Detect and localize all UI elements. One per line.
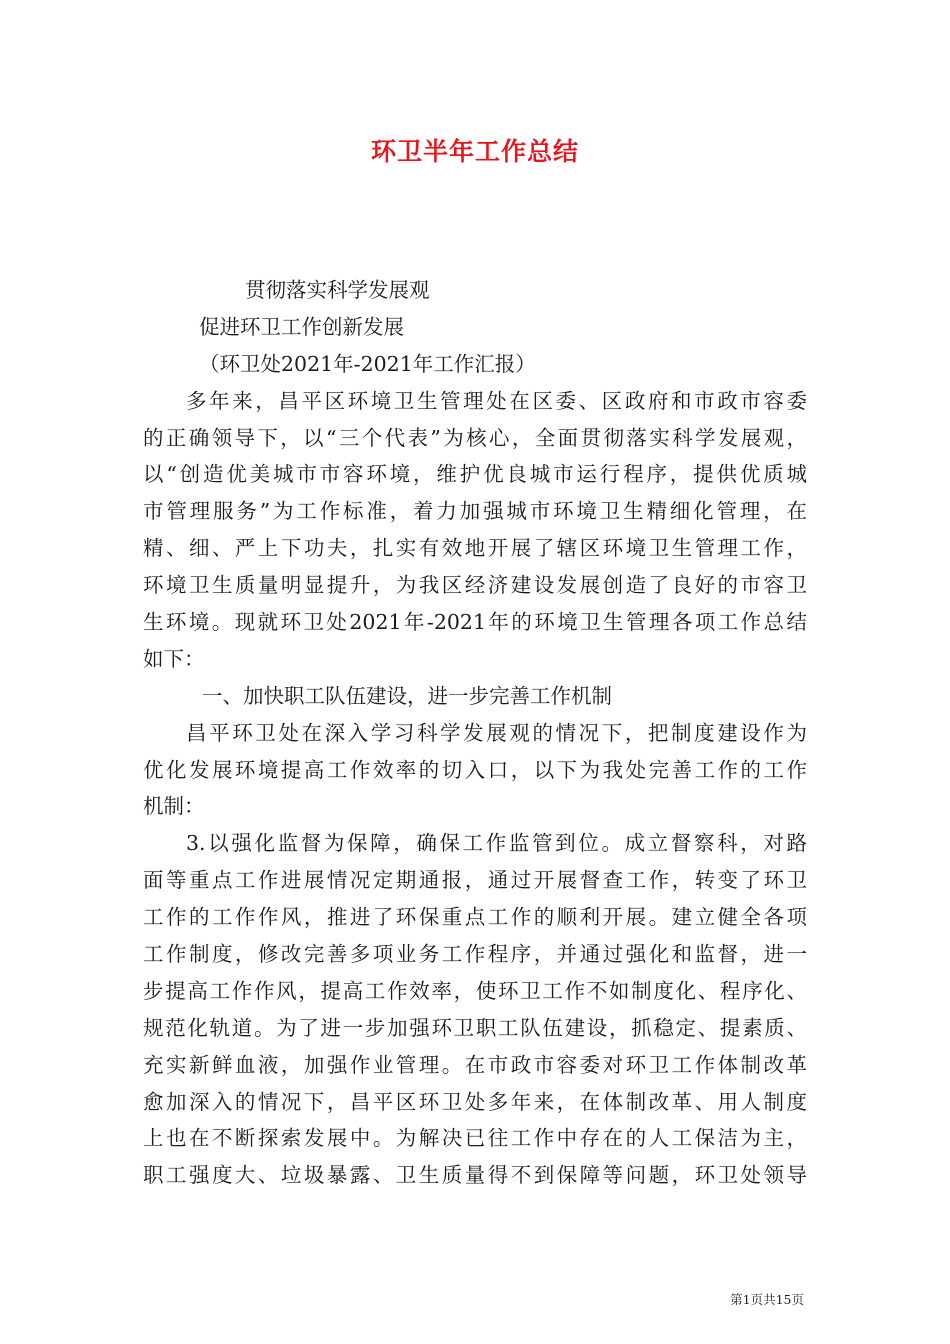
paragraph-line: 市管理服务”为工作标准，着力加强城市环境卫生精细化管理，在 [143,499,807,524]
paragraph-line: 步提高工作作风，提高工作效率，使环卫工作不如制度化、程序化、 [143,978,807,1003]
paragraph-line: 工作制度，修改完善多项业务工作程序，并通过强化和监督，进一 [143,942,807,967]
paragraph-line: 优化发展环境提高工作效率的切入口，以下为我处完善工作的工作 [143,757,807,782]
paragraph-line: 工作的工作作风，推进了环保重点工作的顺利开展。建立健全各项 [143,905,807,930]
subtitle-line-1: 贯彻落实科学发展观 [245,278,430,302]
section-heading: 一、加快职工队伍建设，进一步完善工作机制 [202,683,612,708]
paragraph-line: 职工强度大、垃圾暴露、卫生质量得不到保障等问题，环卫处领导 [143,1163,807,1188]
paragraph-line: 充实新鲜血液，加强作业管理。在市政市容委对环卫工作体制改革 [143,1052,807,1077]
document-body [143,272,807,1194]
paragraph-line: 面等重点工作进展情况定期通报，通过开展督查工作，转变了环卫 [143,868,807,893]
page-number: 第1页共15页 [730,1292,804,1307]
paragraph-line: 环境卫生质量明显提升，为我区经济建设发展创造了良好的市容卫 [143,573,807,598]
subtitle-line-3: （环卫处2021年-2021年工作汇报） [199,351,536,376]
document-title: 环卫半年工作总结 [370,137,579,166]
paragraph-line: 昌平环卫处在深入学习科学发展观的情况下，把制度建设作为 [186,720,807,745]
paragraph-line: 机制： [143,794,205,819]
paragraph-line: 3.以强化监督为保障，确保工作监管到位。成立督察科，对路 [186,831,807,856]
paragraph-line: 生环境。现就环卫处2021年-2021年的环境卫生管理各项工作总结 [143,610,807,635]
paragraph-line: 以“创造优美城市市容环境，维护优良城市运行程序，提供优质城 [143,462,807,487]
paragraph-line: 精、细、严上下功夫，扎实有效地开展了辖区环境卫生管理工作， [143,536,807,561]
paragraph-line: 多年来，昌平区环境卫生管理处在区委、区政府和市政市容委 [186,388,807,413]
paragraph-line: 上也在不断探索发展中。为解决已往工作中存在的人工保洁为主， [143,1126,807,1151]
paragraph-line: 的正确领导下，以“三个代表”为核心，全面贯彻落实科学发展观， [143,425,807,450]
subtitle-line-2: 促进环卫工作创新发展 [199,314,404,339]
paragraph-line: 愈加深入的情况下，昌平区环卫处多年来，在体制改革、用人制度 [143,1089,807,1114]
paragraph-line: 规范化轨道。为了进一步加强环卫职工队伍建设，抓稳定、提素质、 [143,1015,807,1040]
paragraph-line: 如下： [143,646,205,671]
